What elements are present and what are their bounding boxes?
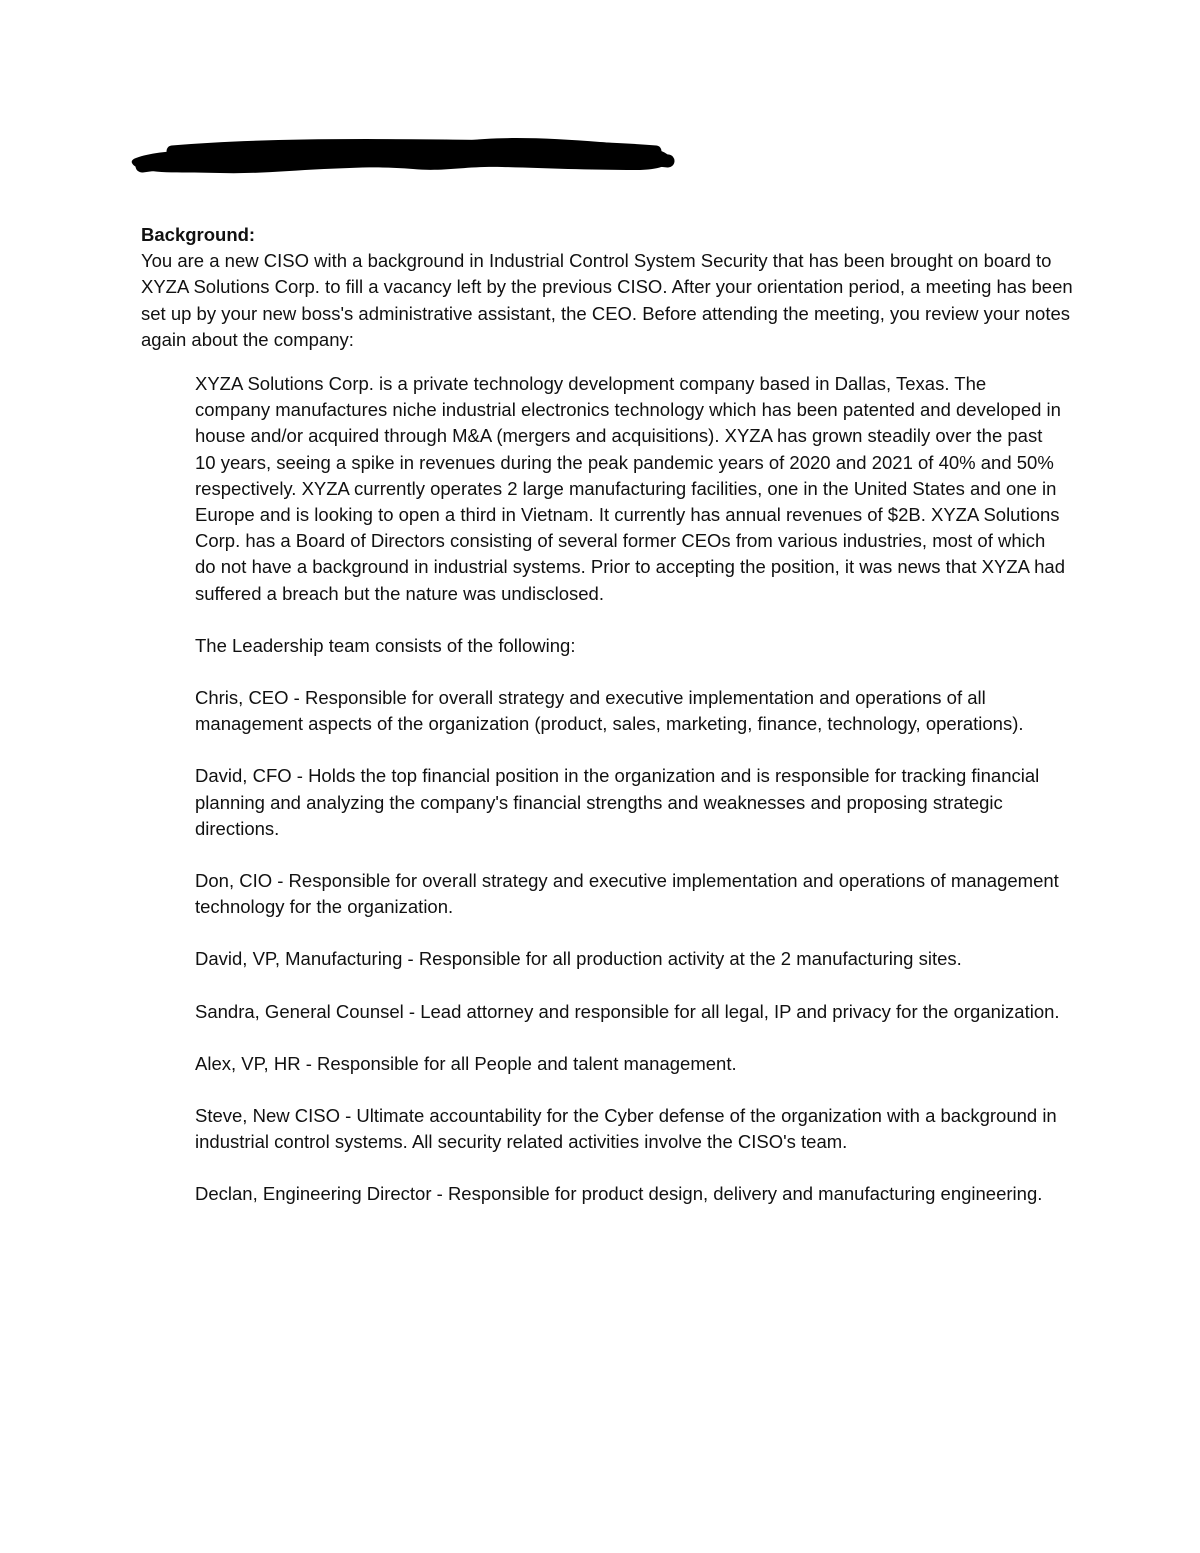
role-cfo: David, CFO - Holds the top financial position in the organization and is responsible for tracking financial planning and analyzing the company's financial strengths and weaknesses and proposing strategic directions.: [195, 765, 1040, 839]
role-ceo: Chris, CEO - Responsible for overall strategy and executive implementation and operations of all management aspects of the organization (product, sales, marketing, finance, technology, operations).: [195, 687, 1024, 735]
team-intro: The Leadership team consists of the following:: [195, 634, 576, 656]
role-cio: Don, CIO - Responsible for overall strategy and executive implementation and operations of management technology for the organization.: [195, 870, 1059, 918]
redaction-scribble-icon: [128, 124, 676, 186]
role-vp-hr: Alex, VP, HR - Responsible for all People and talent management.: [195, 1052, 737, 1074]
intro-paragraph: You are a new CISO with a background in Industrial Control System Security that has been brought on board to XYZA Solutions Corp. to fill a vacancy left by the previous CISO. After your orientation period, a meeting has been set up by your new boss's administrative assistant, the CEO. Before attending the meeting, you review your notes again about the company:: [141, 250, 1073, 350]
role-new-ciso: Steve, New CISO - Ultimate accountability for the Cyber defense of the organization with a background in industrial control systems. All security related activities involve the CISO's team.: [195, 1105, 1057, 1153]
role-vp-manufacturing: David, VP, Manufacturing - Responsible for all production activity at the 2 manufacturing sites.: [195, 948, 962, 970]
document-body: [141, 222, 1076, 1208]
background-heading: Background:: [141, 224, 256, 245]
role-general-counsel: Sandra, General Counsel - Lead attorney and responsible for all legal, IP and privacy for the organization.: [195, 1000, 1060, 1022]
role-engineering-director: Declan, Engineering Director - Responsible for product design, delivery and manufacturing engineering.: [195, 1183, 1043, 1205]
company-paragraph: XYZA Solutions Corp. is a private technology development company based in Dallas, Texas. The company manufactures niche industrial electronics technology which has been patented and developed in house and/or acquired through M&A (mergers and acquisitions). XYZA has grown steadily over the past 10 years, seeing a spike in revenues during the peak pandemic years of 2020 and 2021 of 40% and 50% respectively. XYZA currently operates 2 large manufacturing facilities, one in the United States and one in Europe and is looking to open a third in Vietnam. It currently has annual revenues of $2B. XYZA Solutions Corp. has a Board of Directors consisting of several former CEOs from various industries, most of which do not have a background in industrial systems. Prior to accepting the position, it was news that XYZA had suffered a breach but the nature was undisclosed.: [195, 373, 1065, 604]
notes-section: [195, 371, 1065, 1208]
redaction-mark: [128, 124, 676, 186]
